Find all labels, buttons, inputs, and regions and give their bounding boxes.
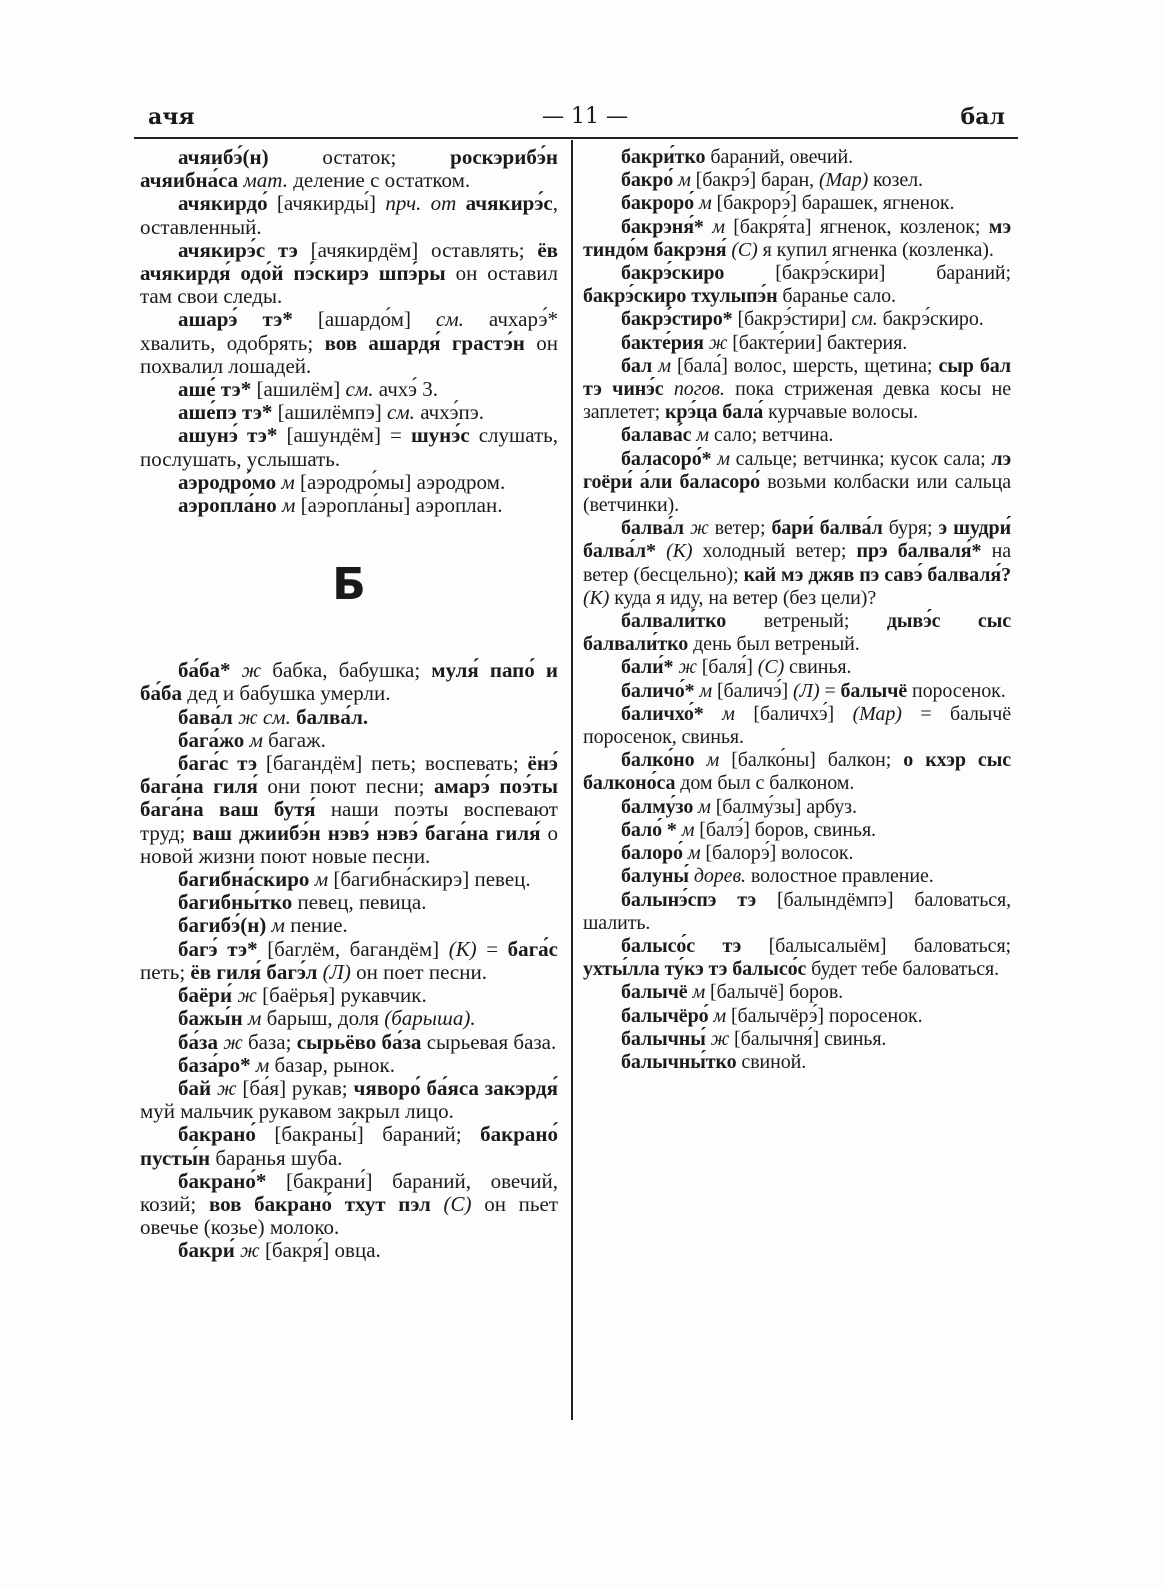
definition-text: буря; <box>882 517 939 540</box>
definition-text: [балэ́] боров, свинья. <box>694 818 876 841</box>
dictionary-entry <box>140 308 558 378</box>
headword-text: балава́с <box>621 424 692 447</box>
grammar-label: ж <box>237 983 257 1008</box>
definition-text <box>231 658 242 682</box>
headword-text: бал <box>621 354 653 377</box>
headword-text: чяворо́ ба́яса закэрдя́ <box>353 1075 558 1100</box>
headword-text: бакрэня́* <box>621 215 704 238</box>
definition-text <box>694 749 706 771</box>
headword-text: прэ балваля́* <box>856 540 982 563</box>
grammar-label: м <box>713 1004 727 1027</box>
grammar-label: м <box>247 1006 262 1031</box>
definition-text: [ашундём] = <box>277 423 411 448</box>
dictionary-entry <box>140 729 558 752</box>
definition-text: [балычёрэ́] поросенок. <box>726 1004 923 1027</box>
section-letter: Б <box>332 559 366 611</box>
grammar-label: м <box>249 727 263 752</box>
grammar-label: прч. от <box>385 191 457 216</box>
dictionary-entry <box>140 378 558 401</box>
grammar-label: м <box>706 749 720 772</box>
dictionary-entry <box>140 146 558 192</box>
definition-text: , оставленный. <box>140 191 558 239</box>
definition-text: баранье сало. <box>777 285 896 308</box>
headword-text: багибна́скиро <box>178 867 310 892</box>
dictionary-entry <box>140 868 558 891</box>
grammar-label: м <box>717 447 730 470</box>
grammar-label: м <box>678 169 691 192</box>
grammar-label: (К) <box>666 540 693 563</box>
grammar-label: ж <box>708 331 728 354</box>
dictionary-entry <box>583 842 1011 865</box>
dictionary-entry <box>140 1077 558 1123</box>
dictionary-entry <box>583 146 1011 169</box>
definition-text: ветреный; <box>726 610 887 633</box>
headword-text: баличо́* <box>621 679 695 702</box>
headword-text: багибны́тко <box>178 890 293 915</box>
dictionary-entry <box>140 1054 558 1077</box>
definition-text: [бала́] волос, шерсть, щетина; <box>670 354 939 377</box>
dictionary-entry <box>583 332 1011 355</box>
grammar-label: см. <box>386 400 415 425</box>
dictionary-entry <box>583 889 1011 935</box>
grammar-label: (Л) <box>322 959 351 984</box>
grammar-label: ж <box>241 658 262 683</box>
definition-text: ачхарэ́* хвалить, одобрять; <box>140 307 558 355</box>
definition-text <box>656 540 666 562</box>
definition-text: курчавые волосы. <box>763 401 918 424</box>
dictionary-entry <box>583 610 1011 656</box>
definition-text: [аэродро́мы] аэродром. <box>294 469 506 494</box>
grammar-label: мат. <box>243 168 288 193</box>
left-entries-before <box>140 146 558 517</box>
grammar-label: ж <box>678 656 697 679</box>
headword-text: бало́ * <box>621 818 677 841</box>
grammar-label: (Мар) <box>852 702 902 725</box>
grammar-label: м <box>722 702 735 725</box>
definition-text: волостное правление. <box>745 865 934 888</box>
definition-text: будет тебе баловаться. <box>806 958 1000 981</box>
definition-text: = <box>819 679 841 702</box>
headword-text: шунэ́с <box>410 423 470 448</box>
dictionary-entry <box>583 981 1011 1004</box>
grammar-label: см. <box>345 377 374 402</box>
grammar-label: м <box>255 1052 270 1077</box>
headword-text: балко́но <box>621 749 695 772</box>
definition-text: пока стриженая девка косы не заплетет; <box>583 378 1011 424</box>
definition-text: [бакрэ́стири] <box>732 308 852 331</box>
definition-text: свиной. <box>736 1050 807 1073</box>
headword-text: бакро́ <box>621 169 674 192</box>
grammar-label: (Л) <box>792 679 820 702</box>
dictionary-entry <box>583 355 1011 425</box>
grammar-label: м <box>681 818 695 841</box>
headword-text: балоро́ <box>621 842 683 865</box>
definition-text: певец, певица. <box>292 890 427 915</box>
definition-text: [бакрэ́скири] бараний; <box>724 262 1011 285</box>
headword-text: аэропла́но <box>178 493 277 518</box>
definition-text: он пьет овечье (козье) молоко. <box>140 1191 558 1240</box>
headword-text: бакте́рия <box>621 331 704 354</box>
dictionary-entry <box>140 891 558 914</box>
definition-text <box>431 1192 444 1216</box>
headword-text: балва́л. <box>296 704 369 729</box>
dictionary-entry <box>583 192 1011 215</box>
definition-text: он поет песни. <box>350 959 487 984</box>
dictionary-entry <box>140 424 558 470</box>
grammar-label: м <box>658 354 671 377</box>
headword-text: ба́за <box>178 1029 218 1054</box>
headword-text: балычё <box>621 981 688 1004</box>
definition-text: петь; <box>140 959 191 984</box>
definition-text: [балму́зы] арбуз. <box>710 795 857 818</box>
definition-text: козел. <box>868 169 923 192</box>
headword-text: бай <box>178 1075 212 1100</box>
headword-text: бава́л <box>178 704 233 729</box>
definition-text: [балычня́] свинья. <box>729 1027 887 1050</box>
grammar-label: ж <box>223 1029 243 1054</box>
grammar-label: (Мар) <box>818 169 869 192</box>
dictionary-entry <box>583 819 1011 842</box>
headword-text: балычёро́ <box>621 1004 709 1027</box>
headword-text: баласоро́* <box>621 447 712 470</box>
headword-text: бакрано́ пусты́н <box>140 1122 558 1170</box>
definition-text: деление с остатком. <box>287 168 471 193</box>
headword-text: багибэ́(н) <box>178 913 267 938</box>
definition-text: свинья. <box>784 656 852 679</box>
headword-text: ачякирэ́с тэ <box>178 237 298 262</box>
definition-text: холодный ветер; <box>692 540 857 563</box>
left-column <box>140 146 558 1263</box>
dictionary-entry <box>583 680 1011 703</box>
definition-text: [бакря́та] ягненок, козленок; <box>724 215 989 238</box>
dictionary-entry <box>583 1005 1011 1028</box>
grammar-label: (барыша). <box>384 1006 476 1031</box>
headword-text: крэ́ца бала́ <box>665 401 764 424</box>
grammar-label: м <box>687 842 701 865</box>
headword-text: балму́зо <box>621 795 694 818</box>
definition-text: [баглём, багандём] <box>257 936 449 961</box>
grammar-label: (С) <box>731 238 758 261</box>
dictionary-entry <box>583 749 1011 795</box>
headword-text: ашарэ́ тэ* <box>178 307 293 332</box>
definition-text: сырьевая база. <box>421 1029 557 1054</box>
definition-text: дом был с балконом. <box>675 772 855 795</box>
dictionary-entry <box>140 1239 558 1262</box>
definition-text: я купил ягненка (козленка). <box>757 238 994 261</box>
grammar-label: м <box>696 424 709 447</box>
dictionary-entry <box>140 914 558 937</box>
definition-text: барыш, доля <box>261 1006 385 1031</box>
definition-text: пение. <box>284 913 348 938</box>
headword-text: балычны́ <box>621 1027 706 1050</box>
definition-text: [баёрья] рукавчик. <box>256 983 427 1008</box>
definition-text: [ачякирды́] <box>267 191 386 216</box>
grammar-label: ж <box>710 1027 730 1050</box>
headword-text: база́ро* <box>178 1052 251 1077</box>
headword-text: о кхэр сыс балконо́са <box>583 749 1011 795</box>
dictionary-entry <box>583 1028 1011 1051</box>
headword-text: аэродро́мо <box>178 469 277 494</box>
headword-text: ёв гиля́ багэ́л <box>190 959 318 984</box>
definition-text: [баличхэ́] <box>734 702 853 725</box>
grammar-label: ж см. <box>238 704 291 729</box>
headword-text: ачякирдо́ <box>178 191 268 216</box>
definition-text: = балычё поросенок, свинья. <box>583 702 1011 749</box>
definition-text <box>704 216 712 238</box>
definition-text: [багандём] петь; воспевать; <box>257 751 528 776</box>
grammar-label: см. <box>851 308 878 331</box>
dictionary-entry <box>140 706 558 729</box>
grammar-label: м <box>692 981 706 1004</box>
right-column <box>583 146 1011 1074</box>
headword-text: бали́* <box>621 656 674 679</box>
headword-text: роскэрибэ́н ачяибна́са <box>140 145 558 193</box>
dictionary-entry <box>140 1123 558 1169</box>
definition-text: остаток; <box>268 145 451 169</box>
definition-text: [балындёмпэ] баловаться, шалить. <box>583 888 1011 934</box>
headword-text: амарэ́ поэ́ты бага́на ваш бутя́ <box>140 774 558 822</box>
definition-text: сальце; ветчинка; кусок сала; <box>729 447 992 470</box>
definition-text: о новой жизни поют новые песни. <box>140 820 559 868</box>
headword-text: сырьёво ба́за <box>296 1029 422 1054</box>
headword-text: аше́ тэ* <box>178 377 252 402</box>
definition-text: [ашилём] <box>251 377 346 402</box>
definition-text: ветер; <box>708 517 772 540</box>
headword-text: ачяибэ́(н) <box>178 145 269 169</box>
definition-text <box>664 378 674 400</box>
grammar-label: ж <box>216 1075 237 1100</box>
definition-text: [балысалыём] баловаться; <box>741 934 1012 957</box>
definition-text: [бакраны́] бараний; <box>255 1122 481 1147</box>
headword-text: вов бакрано́ тхут пэл <box>208 1191 431 1216</box>
definition-text: бакрэ́скиро. <box>877 308 984 331</box>
dictionary-entry <box>140 752 558 868</box>
dictionary-entry <box>140 401 558 424</box>
headword-text: бакрэ́стиро* <box>621 308 733 331</box>
headword-text: дывэ́с сыс балвали́тко <box>583 610 1011 656</box>
headword-text: бакрэ́скиро тхулыпэ́н <box>583 285 778 308</box>
definition-text: ачхэ́ 3. <box>373 377 439 402</box>
headword-text: ёнэ́ бага́на гиля́ <box>140 751 558 799</box>
dictionary-entry <box>140 1007 558 1030</box>
definition-text: багаж. <box>262 727 326 752</box>
definition-text: [бакря́] овца. <box>259 1238 381 1263</box>
headword-text: бага́жо <box>178 727 245 752</box>
column-divider <box>571 140 573 1420</box>
grammar-label: (К) <box>583 586 610 609</box>
definition-text: [балко́ны] балкон; <box>719 749 904 772</box>
headword-text: балынэ́спэ тэ <box>621 888 757 911</box>
left-entries-after <box>140 659 558 1262</box>
right-entries <box>583 146 1011 1074</box>
headword-text: мэ тиндо́м бакрэня́ <box>583 215 1011 261</box>
guide-word-left: ачя <box>148 104 195 130</box>
definition-text: = <box>476 936 508 961</box>
definition-text: [ачякирдём] оставлять; <box>297 237 538 262</box>
headword-text: бакри́ <box>178 1238 235 1263</box>
headword-text: кай мэ джяв пэ савэ́ балваля́? <box>743 563 1011 586</box>
dictionary-entry <box>583 424 1011 447</box>
headword-text: балысо́с тэ <box>621 934 742 957</box>
dictionary-entry <box>140 494 558 517</box>
grammar-label: м <box>282 493 296 518</box>
headword-text: бакрано́ <box>178 1122 256 1147</box>
headword-text: бари́ балва́л <box>771 517 883 540</box>
definition-text: поросенок. <box>907 679 1006 702</box>
headword-text: ашунэ́ тэ* <box>178 423 278 448</box>
definition-text <box>704 703 723 725</box>
dictionary-entry <box>583 169 1011 192</box>
definition-text: [багибна́скирэ] певец. <box>328 867 531 892</box>
definition-text: дед и бабушка умерли. <box>182 681 391 706</box>
grammar-label: ж <box>240 1238 260 1263</box>
definition-text: [баличэ́] <box>712 679 793 702</box>
dictionary-entry <box>583 935 1011 981</box>
dictionary-entry <box>583 1051 1011 1074</box>
definition-text: [бакрани́] бараний, овечий, козий; <box>140 1168 558 1216</box>
headword-text: бакроро́ <box>621 192 695 215</box>
headword-text: ухты́лла ту́кэ тэ балысо́с <box>583 958 807 981</box>
dictionary-entry <box>583 656 1011 679</box>
headword-text: балычны́тко <box>621 1050 737 1073</box>
dictionary-entry <box>140 239 558 309</box>
definition-text: база; <box>242 1029 297 1054</box>
definition-text: баранья шуба. <box>210 1145 343 1170</box>
definition-text: [ашилёмпэ] <box>272 400 387 425</box>
grammar-label: м <box>281 469 295 494</box>
headword-text: ваш джиибэ́н нэвэ́ нэвэ́ бага́на гиля́ <box>192 820 541 845</box>
definition-text: [балорэ́] волосок. <box>700 842 854 865</box>
headword-text: бакрано́* <box>178 1168 267 1193</box>
headword-text: ёв ачякирдя́ одо́й пэ́скирэ шпэ́ры <box>140 237 558 286</box>
definition-text: [бакрэ́] баран, <box>690 169 819 192</box>
definition-text: [ашардо́м] <box>292 307 436 332</box>
definition-text: слушать, послушать, услышать. <box>140 423 558 471</box>
headword-text: багэ́ тэ* <box>178 936 258 961</box>
headword-text: баёри́ <box>178 983 233 1008</box>
guide-word-right: бал <box>960 104 1005 130</box>
header-rule <box>134 137 1018 139</box>
definition-text: [аэропла́ны] аэроплан. <box>295 493 503 518</box>
dictionary-entry <box>140 192 558 238</box>
grammar-label: (С) <box>443 1191 472 1216</box>
definition-text: сало; ветчина. <box>708 424 834 447</box>
definition-text: [бакте́рии] бактерия. <box>727 331 908 354</box>
grammar-label: м <box>698 192 712 215</box>
definition-text: он оставил там свои следы. <box>140 261 558 309</box>
grammar-label: м <box>712 215 725 238</box>
definition-text: [ба́я] рукав; <box>236 1075 354 1100</box>
dictionary-entry <box>583 703 1011 749</box>
headword-text: аше́пэ тэ* <box>178 400 273 425</box>
definition-text: [бакрорэ́] барашек, ягненок. <box>711 192 955 215</box>
headword-text: бажы́н <box>178 1006 243 1031</box>
definition-text: муй мальчик рукавом закрыл лицо. <box>140 1099 454 1124</box>
dictionary-entry <box>140 984 558 1007</box>
dictionary-entry <box>583 865 1011 888</box>
definition-text: он похвалил лошадей. <box>140 330 558 378</box>
dictionary-entry <box>583 262 1011 308</box>
grammar-label: ж <box>690 517 709 540</box>
dictionary-entry <box>140 938 558 984</box>
definition-text: [балычё] боров. <box>705 981 844 1004</box>
headword-text: бакрэ́скиро <box>621 262 725 285</box>
dictionary-entry <box>140 1031 558 1054</box>
headword-text: лэ гоёри́ а́ли баласоро́ <box>583 447 1011 493</box>
headword-text: балычё <box>840 679 908 702</box>
definition-text: бабка, бабушка; <box>261 658 432 683</box>
headword-text: балвали́тко <box>621 610 727 633</box>
grammar-label: погов. <box>673 378 725 401</box>
page-number: — 11 — <box>542 104 628 129</box>
grammar-label: см. <box>435 307 464 332</box>
grammar-label: м <box>699 679 713 702</box>
grammar-label: м <box>271 913 285 938</box>
grammar-label: дорев. <box>693 865 746 888</box>
definition-text: день был ветреный. <box>688 633 860 656</box>
definition-text: ачхэ́пэ. <box>414 400 484 425</box>
definition-text: наши поэты воспевают труд; <box>140 797 558 845</box>
definition-text: на ветер (бесцельно); <box>583 540 1011 586</box>
headword-text: муля́ папо́ и ба́ба <box>140 658 558 706</box>
headword-text: вов ашардя́ грастэ́н <box>324 330 525 355</box>
headword-text: баличхо́* <box>621 702 704 725</box>
dictionary-entry <box>140 471 558 494</box>
definition-text: возьми колбаски или сальца (ветчинки). <box>583 470 1012 517</box>
definition-text: бараний, овечий. <box>705 146 853 168</box>
dictionary-entry <box>140 1170 558 1240</box>
grammar-label: м <box>698 795 711 818</box>
headword-text: бага́с тэ <box>178 751 258 776</box>
grammar-label: (С) <box>757 656 785 679</box>
definition-text: [баля́] <box>696 656 758 679</box>
dictionary-entry <box>583 216 1011 262</box>
headword-text: балва́л <box>621 517 684 540</box>
headword-text: балуны́ <box>621 865 689 888</box>
headword-text: ба́ба* <box>178 658 231 683</box>
dictionary-entry <box>583 517 1011 610</box>
definition-text: базар, рынок. <box>269 1052 395 1077</box>
dictionary-entry <box>583 308 1011 331</box>
definition-text: куда я иду, на ветер (без цели)? <box>609 586 877 609</box>
headword-text: ачякирэ́с <box>465 191 553 216</box>
headword-text: бакри́тко <box>621 146 706 168</box>
dictionary-entry <box>583 796 1011 819</box>
dictionary-entry <box>140 659 558 705</box>
dictionary-entry <box>583 448 1011 518</box>
definition-text <box>456 191 465 215</box>
headword-text: сыр бал тэ чинэ́с <box>583 354 1011 401</box>
headword-text: бага́с <box>507 936 558 961</box>
grammar-label: (К) <box>448 936 477 961</box>
definition-text: они поют песни; <box>257 774 434 799</box>
headword-text: э шудри́ балва́л* <box>583 517 1011 563</box>
grammar-label: м <box>314 867 329 892</box>
